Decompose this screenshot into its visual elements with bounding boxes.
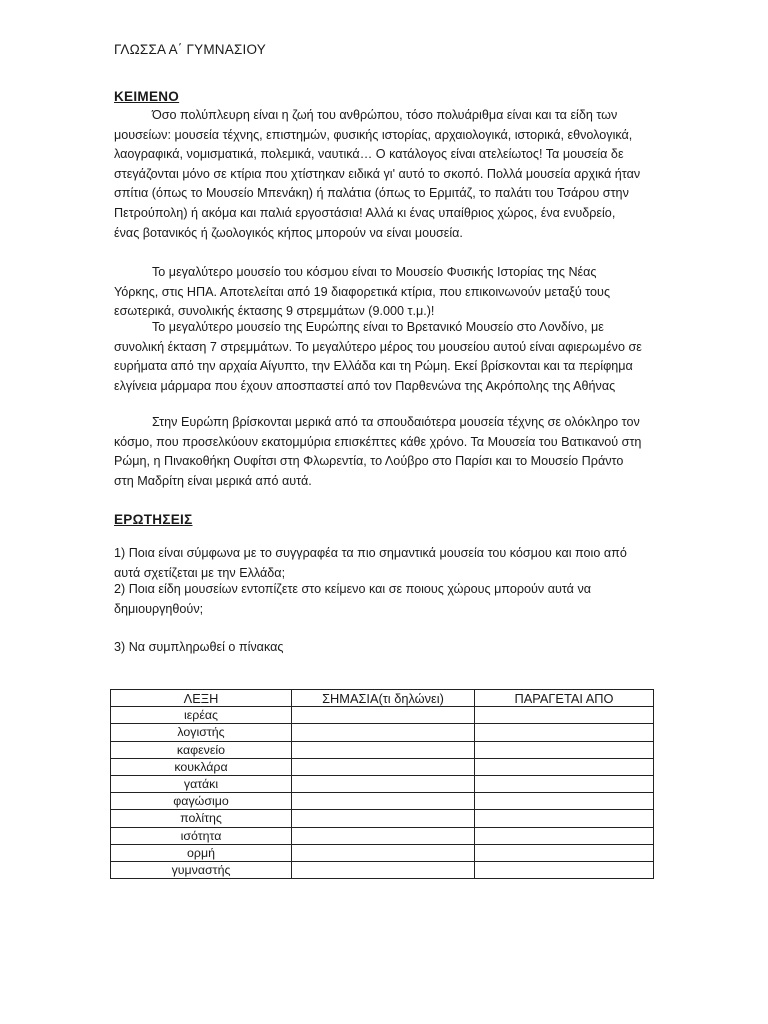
word-cell: γατάκι (111, 775, 292, 792)
derived-cell[interactable] (475, 810, 654, 827)
table-row (111, 741, 654, 758)
meaning-cell[interactable] (292, 844, 475, 861)
paragraph-2: Το μεγαλύτερο μουσείο του κόσμου είναι το Μουσείο Φυσικής Ιστορίας της Νέας Υόρκης, στις ΗΠΑ. Αποτελείται από 19 διαφορετικά κτίρια, που επικοινωνούν μεταξύ τους εσωτερικά, συνολικής έκτασης 9 στρεμμάτων (9.000 τ.μ.)! (114, 265, 611, 319)
table-row (111, 793, 654, 810)
meaning-cell[interactable] (292, 827, 475, 844)
derived-cell[interactable] (475, 827, 654, 844)
text-section-title: ΚΕΙΜΕΝΟ (114, 89, 180, 104)
meaning-cell[interactable] (292, 810, 475, 827)
paragraph-1: Όσο πολύπλευρη είναι η ζωή του ανθρώπου, τόσο πολυάριθμα είναι και τα είδη των μουσείων: μουσεία τέχνης, επιστημών, φυσικής ιστορίας, αρχαιολογικά, ιστορικά, εθνολογικά, λαογραφικά, νομισματικά, πολεμικά, ναυτικά… Ο κατάλογος είναι ατελείωτος! Τα μουσεία δε στεγάζονται μόνο σε κτίρια που χτίστηκαν ειδικά γι' αυτό το σκοπό. Πολλά μουσεία αρχικά ήταν σπίτια (όπως το Μουσείο Μπενάκη) ή παλάτια (όπως το Ερμιτάζ, το παλάτι του Τσάρου στην Πετρούπολη) ή ακόμα και παλιά εργοστάσια! Αλλά κι ένας υπαίθριος χώρος, ένα ενυδρείο, ένας βοτανικός ή ζωολογικός κήπος μπορούν να είναι μουσεία. (114, 108, 641, 240)
meaning-cell[interactable] (292, 861, 475, 878)
meaning-cell[interactable] (292, 793, 475, 810)
derived-cell[interactable] (475, 793, 654, 810)
paragraph-3: Το μεγαλύτερο μουσείο της Ευρώπης είναι το Βρετανικό Μουσείο στο Λονδίνο, με συνολική έκταση 7 στρεμμάτων. Το μεγαλύτερο μέρος του μουσείου αυτού είναι αφιερωμένο σε ευρήματα από την αρχαία Αίγυπτο, την Ελλάδα και τη Ρώμη. Εκεί βρίσκονται και τα περίφημα ελγίνεια μάρμαρα που έχουν αποσπαστεί από τον Παρθενώνα της Ακρόπολης της Αθήνας (114, 320, 642, 393)
table-row (111, 758, 654, 775)
table-row (111, 810, 654, 827)
question-2: 2) Ποια είδη μουσείων εντοπίζετε στο κείμενο και σε ποιους χώρους μπορούν αυτά να δημιουργηθούν; (114, 582, 592, 616)
table-row (111, 827, 654, 844)
meaning-cell[interactable] (292, 775, 475, 792)
word-cell: καφενείο (111, 741, 292, 758)
meaning-cell[interactable] (292, 707, 475, 724)
word-cell: ορμή (111, 844, 292, 861)
derived-cell[interactable] (475, 741, 654, 758)
derived-cell[interactable] (475, 844, 654, 861)
vocabulary-table (110, 689, 654, 879)
table-row (111, 707, 654, 724)
question-1: 1) Ποια είναι σύμφωνα με το συγγραφέα τα πιο σημαντικά μουσεία του κόσμου και ποιο από αυτά σχετίζεται με την Ελλάδα; (114, 546, 627, 580)
table-header-row (111, 690, 654, 707)
word-cell: κουκλάρα (111, 758, 292, 775)
header-word: ΛΕΞΗ (111, 690, 292, 707)
word-cell: πολίτης (111, 810, 292, 827)
document-header: ΓΛΩΣΣΑ Α΄ ΓΥΜΝΑΣΙΟΥ (114, 42, 266, 57)
word-cell: ιερέας (111, 707, 292, 724)
meaning-cell[interactable] (292, 724, 475, 741)
meaning-cell[interactable] (292, 741, 475, 758)
table-row (111, 775, 654, 792)
derived-cell[interactable] (475, 775, 654, 792)
derived-cell[interactable] (475, 724, 654, 741)
paragraph-4: Στην Ευρώπη βρίσκονται μερικά από τα σπουδαιότερα μουσεία τέχνης σε ολόκληρο τον κόσμο, που προσελκύουν εκατομμύρια επισκέπτες κάθε χρόνο. Τα Μουσεία του Βατικανού στη Ρώμη, η Πινακοθήκη Ουφίτσι στη Φλωρεντία, το Λούβρο στο Παρίσι και το Μουσείο Πράντο στη Μαδρίτη είναι μερικά από αυτά. (114, 415, 642, 488)
header-derived-from: ΠΑΡΑΓΕΤΑΙ ΑΠΟ (475, 690, 654, 707)
table-row (111, 844, 654, 861)
word-cell: γυμναστής (111, 861, 292, 878)
derived-cell[interactable] (475, 707, 654, 724)
meaning-cell[interactable] (292, 758, 475, 775)
word-cell: φαγώσιμο (111, 793, 292, 810)
derived-cell[interactable] (475, 758, 654, 775)
word-cell: λογιστής (111, 724, 292, 741)
questions-section-title: ΕΡΩΤΗΣΕΙΣ (114, 512, 193, 527)
table-row (111, 724, 654, 741)
word-cell: ισότητα (111, 827, 292, 844)
header-meaning: ΣΗΜΑΣΙΑ(τι δηλώνει) (292, 690, 475, 707)
question-3: 3) Να συμπληρωθεί ο πίνακας (114, 640, 284, 654)
derived-cell[interactable] (475, 861, 654, 878)
table-row (111, 861, 654, 878)
